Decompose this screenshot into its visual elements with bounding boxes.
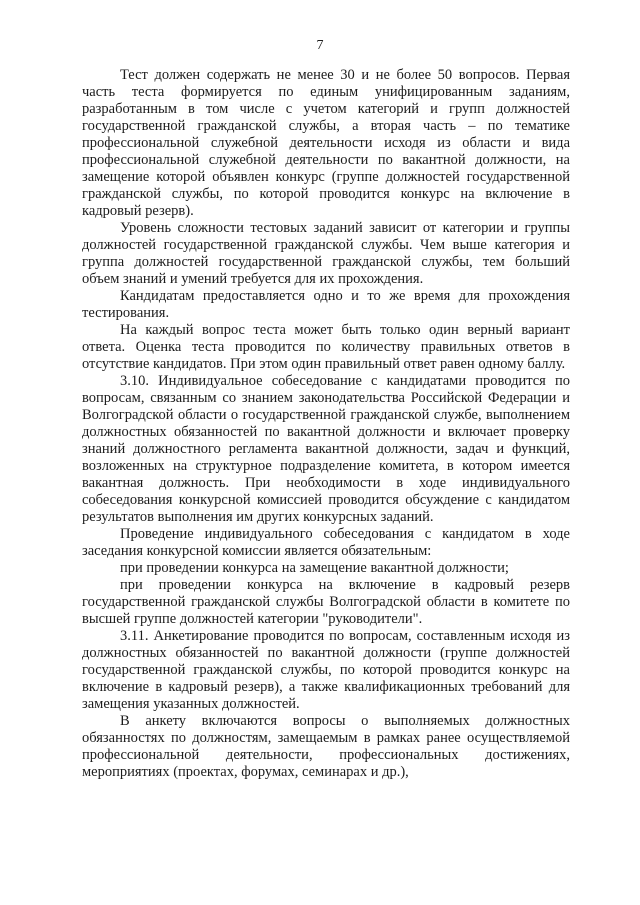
- paragraph: при проведении конкурса на замещение вакантной должности;: [120, 560, 509, 576]
- paragraph: 3.11. Анкетирование проводится по вопросам, составленным исходя из должностных обязанностей по вакантной должности (группе должностей государственной гражданской службы, по которой проводится конкурс на включение в кадровый резерв), а также квалификационных требований для замещения указанных должностей.: [82, 628, 570, 712]
- paragraph: при проведении конкурса на включение в кадровый резерв государственной гражданской службы Волгоградской области в комитете по высшей группе должностей категории "руководители".: [82, 577, 570, 627]
- paragraph: Уровень сложности тестовых заданий зависит от категории и группы должностей государственной гражданской службы. Чем выше категория и группа должностей государственной гражданской службы, тем больший объем знаний и умений требуется для их прохождения.: [82, 220, 570, 287]
- paragraph: В анкету включаются вопросы о выполняемых должностных обязанностях по должностям, замещаемым в рамках ранее осуществляемой профессиональной деятельности, профессиональных достижениях, мероприятиях (проектах, форумах, семинарах и др.),: [82, 713, 570, 780]
- page-number: 7: [316, 38, 324, 53]
- paragraph: Кандидатам предоставляется одно и то же время для прохождения тестирования.: [82, 288, 570, 321]
- paragraph: Проведение индивидуального собеседования с кандидатом в ходе заседания конкурсной комиссии является обязательным:: [82, 526, 570, 559]
- paragraph: Тест должен содержать не менее 30 и не более 50 вопросов. Первая часть теста формируется по единым унифицированным заданиям, разработанным в том числе с учетом категорий и групп должностей государственной гражданской службы, а вторая часть – по тематике профессиональной служебной деятельности исходя из области и вида профессиональной служебной деятельности по вакантной должности, на замещение которой объявлен конкурс (группе должностей государственной гражданской службы, по которой проводится конкурс на включение в кадровый резерв).: [82, 67, 570, 219]
- paragraph: 3.10. Индивидуальное собеседование с кандидатами проводится по вопросам, связанным со знанием законодательства Российской Федерации и Волгоградской области о государственной гражданской службе, выполнением должностных обязанностей по вакантной должности и включает проверку знаний должностного регламента вакантной должности, задач и функций, возложенных на структурное подразделение комитета, в котором имеется вакантная должность. При необходимости в ходе индивидуального собеседования конкурсной комиссией проводится обсуждение с кандидатом результатов выполнения им других конкурсных заданий.: [82, 373, 570, 525]
- paragraph: На каждый вопрос теста может быть только один верный вариант ответа. Оценка теста проводится по количеству правильных ответов в отсутствие кандидатов. При этом один правильный ответ равен одному баллу.: [82, 322, 570, 372]
- document-body: [82, 67, 570, 781]
